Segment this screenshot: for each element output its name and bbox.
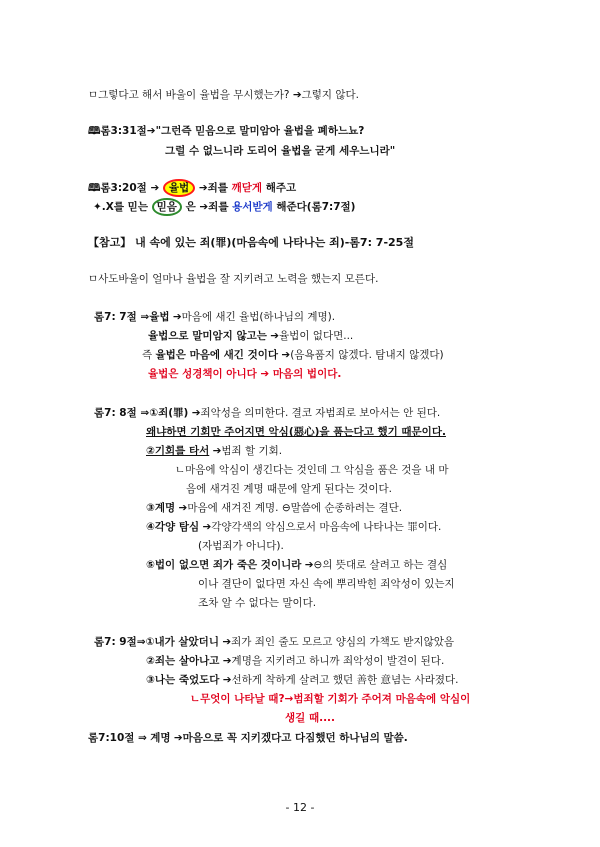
faith-mid: 은 ➔죄를 (185, 201, 229, 213)
forgiven-text: 용서받게 (232, 201, 273, 213)
no-law-point: ⑤법이 없으면 죄가 죽은 것이니라 (146, 559, 302, 571)
reference-heading: 【참고】 내 속에 있는 죄(罪)(마음속에 나타나는 죄)-롬7: 7-25절 (88, 236, 414, 249)
opportunity-point: ②기회를 타서 (146, 445, 210, 457)
commandment-line (146, 501, 402, 515)
without-law-meaning: ➔율법이 없다면... (270, 330, 354, 342)
sin-point: ①죄(罪) (149, 407, 189, 419)
commandment-word-meaning: ➔마음으로 꼭 지키겠다고 다짐했던 하나님의 말씀. (173, 732, 408, 744)
when-appears-line2: 생길 때.... (285, 712, 336, 724)
commandment-point: ③계명 (146, 502, 176, 514)
namely: 즉 (142, 349, 153, 361)
commandment-meaning: ➔마음에 새겨진 계명. ⊖말씀에 순종하려는 결단. (178, 502, 403, 514)
not-personal-sin: (자범죄가 아니다). (198, 540, 284, 552)
romans-7-10-ref: 롬7:10절 ⇒ (88, 732, 147, 744)
romans-7-7-line (94, 310, 335, 324)
paul-line: ㅁ사도바울이 얼마나 율법을 잘 지키려고 노력을 했는지 모른다. (88, 273, 379, 285)
faith-circled: 믿음 (152, 198, 182, 216)
no-law-line3: 조차 알 수 없다는 말이다. (198, 597, 317, 609)
romans-7-8-ref: 롬7: 8절 ⇒ (94, 407, 150, 419)
without-law-line (148, 329, 353, 343)
faith-prefix: ✦.X를 믿는 (93, 201, 148, 213)
without-law-text: 율법으로 말미암지 않고는 (148, 330, 267, 342)
sin-revived-meaning: ➔계명을 지키려고 하니까 죄악성이 발견이 된다. (222, 655, 445, 667)
i-died-point: ③나는 죽었도다 (146, 674, 220, 686)
romans-7-8-line (94, 406, 440, 420)
romans-7-7-ref: 롬7: 7절 ⇒ (94, 311, 150, 323)
evil-mind-line1: ㄴ마음에 악심이 생긴다는 것인데 그 악심을 품은 것을 내 마 (175, 464, 449, 476)
romans-7-9-ref: 롬7: 9절⇒ (94, 636, 146, 648)
faith-line (93, 198, 355, 216)
alive-point: ①내가 살았더니 (145, 636, 219, 648)
romans-3-31-quote-line2: 그럴 수 없느니라 도리어 율법을 굳게 세우느니라" (165, 145, 396, 157)
law-highlight: 율법 (163, 179, 195, 197)
no-law-meaning: ➔⊖의 뜻대로 살려고 하는 결심 (304, 559, 448, 571)
no-law-line2: 이나 결단이 없다면 자신 속에 뿌리박힌 죄악성이 있는지 (198, 578, 455, 590)
law-engraved-text: 율법은 마음에 새긴 것이다 (155, 349, 279, 361)
when-appears-line1: ㄴ무엇이 나타날 때?→범죄할 기회가 주어져 마음속에 악심이 (190, 693, 471, 705)
sin-revived-line (146, 654, 444, 668)
law-engraved-example: ➔(음욕품지 않겠다. 탐내지 않겠다) (281, 349, 444, 361)
realize-text: 깨닫게 (231, 182, 263, 194)
opportunity-line (146, 444, 282, 458)
faith-end: 해준다(롬7:7절) (276, 201, 356, 213)
sin-meaning: ➔죄악성을 의미한다. 결코 자범죄로 보아서는 안 된다. (191, 407, 441, 419)
alive-meaning: ➔죄가 죄인 줄도 모르고 양심의 가책도 받지않았음 (222, 636, 454, 648)
opportunity-meaning: ➔범죄 할 기회. (212, 445, 283, 457)
romans-3-20-line (88, 179, 296, 197)
romans-7-9-line (94, 635, 454, 649)
law-word: 율법 (149, 311, 170, 323)
i-died-line (146, 673, 459, 687)
because-line: 왜냐하면 기회만 주어지면 악심(惡心)을 품는다고 했기 때문이다. (146, 426, 446, 438)
i-died-meaning: ➔선하게 착하게 살려고 했던 善한 意념는 사라졌다. (222, 674, 459, 686)
commandment-word: 계명 (150, 732, 171, 744)
covetousness-meaning: ➔각양각색의 악심으로서 마음속에 나타나는 罪이다. (202, 521, 442, 533)
sin-to: ➔죄를 (198, 182, 228, 194)
law-not-bible-line: 율법은 성경책이 아니다 ➔ 마음의 법이다. (148, 368, 342, 380)
question-line: ㅁ그렇다고 해서 바울이 율법을 무시했는가? ➔그렇지 않다. (88, 89, 360, 101)
covetousness-line (146, 520, 441, 534)
no-law-line (146, 558, 447, 572)
romans-3-20-ref: 🕮롬3:20절 ➔ (88, 182, 160, 194)
covetousness-point: ④각양 탐심 (146, 521, 200, 533)
law-definition: ➔마음에 새긴 율법(하나님의 계명). (172, 311, 336, 323)
law-engraved-line (142, 348, 444, 362)
page-number: - 12 - (285, 801, 315, 814)
does-text: 해주고 (265, 182, 297, 194)
evil-mind-line2: 음에 새겨진 계명 때문에 알게 된다는 것이다. (186, 483, 392, 495)
romans-3-31-quote-line1: 🕮롬3:31절➔"그런즉 믿음으로 말미암아 율법을 폐하느뇨? (88, 125, 365, 137)
sin-revived-point: ②죄는 살아나고 (146, 655, 220, 667)
romans-7-10-line (88, 731, 408, 745)
